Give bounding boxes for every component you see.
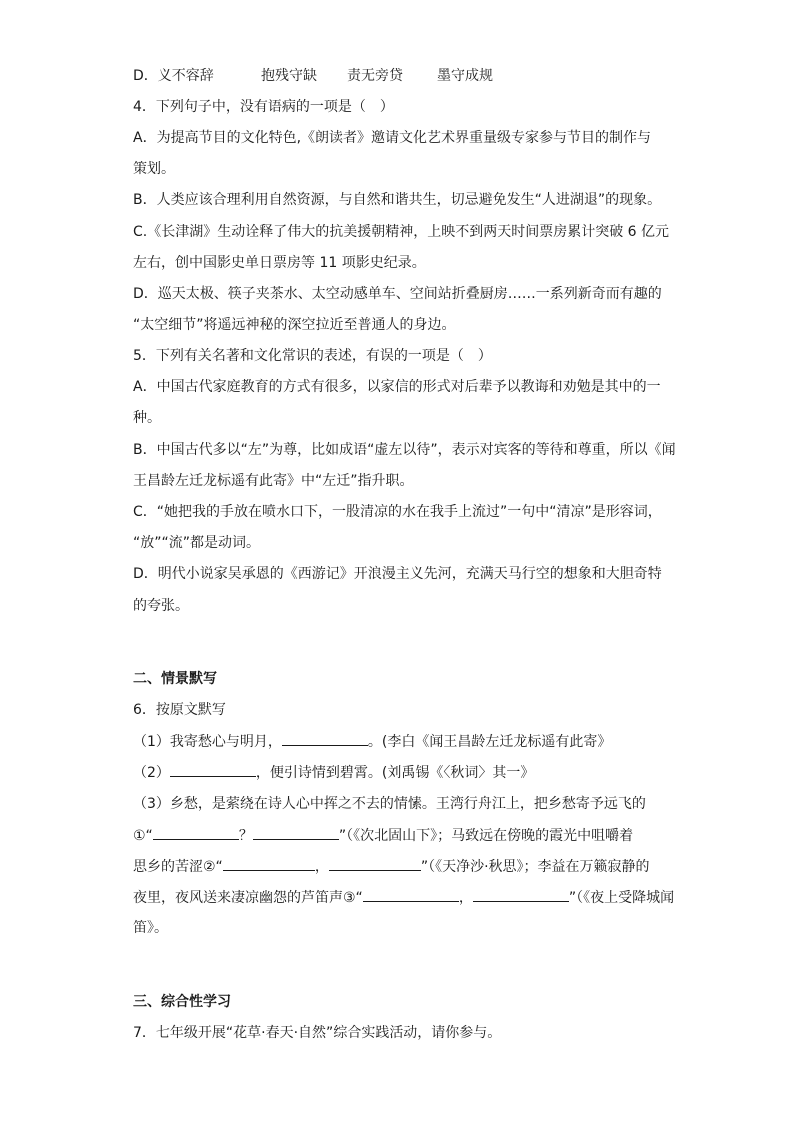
q6-stem: 6．按原文默写 xyxy=(133,702,226,718)
answer-blank-5a xyxy=(363,887,459,902)
q4-option-d-line1: D．巡天太极、筷子夹茶水、太空动感单车、空间站折叠厨房……一系列新奇而有趣的 xyxy=(133,286,662,302)
q5-option-a-line1: A．中国古代家庭教育的方式有很多，以家信的形式对后辈予以教诲和劝勉是其中的一 xyxy=(133,379,661,395)
q5-option-c-line1: C．“她把我的手放在喷水口下，一股清凉的水在我手上流过”一句中“清凉”是形容词， xyxy=(133,504,662,520)
answer-blank-3b xyxy=(253,825,339,840)
q5-option-b-line1: B．中国古代多以“左”为尊，比如成语“虚左以待”，表示对宾客的等待和尊重，所以《闻 xyxy=(133,442,676,458)
q6-part3-line3-separator: ， xyxy=(314,859,329,875)
q5-option-d-line2: 的夸张。 xyxy=(133,598,189,614)
q6-part2-suffix: ，便引诗情到碧霄。(刘禹锡《〈秋词〉其一》 xyxy=(255,765,535,781)
q6-part3-line1: （3）乡愁，是萦绕在诗人心中挥之不去的情愫。王湾行舟江上，把乡愁寄予远飞的 xyxy=(133,796,646,812)
q4-stem: 4．下列句子中，没有语病的一项是（ ） xyxy=(133,99,394,115)
q5-option-d-line1: D．明代小说家吴承恩的《西游记》开浪漫主义先河，充满天马行空的想象和大胆奇特 xyxy=(133,566,662,582)
answer-blank-4b xyxy=(329,856,421,871)
q6-part3-line2 xyxy=(133,825,673,846)
q6-part3-line2-suffix: ”（《次北固山下》；马致远在傍晚的霞光中咀嚼着 xyxy=(338,828,634,844)
q6-part1 xyxy=(133,731,673,752)
q5-option-a-line2: 种。 xyxy=(133,410,161,426)
q5-option-c-line2: “放”“流”都是动词。 xyxy=(133,535,261,551)
q6-part3-line3-suffix: ”（《天净沙·秋思》；李益在万籁寂静的 xyxy=(420,859,650,875)
q6-part3-line4-suffix: ”（《夜上受降城闻 xyxy=(568,890,675,906)
q3-option-d xyxy=(133,66,673,86)
q6-part2-prefix: （2） xyxy=(133,765,170,781)
q4-option-a-line2: 策划。 xyxy=(133,161,175,177)
option-d-fourth: 墨守成规 xyxy=(437,68,493,84)
q6-part3-line4-prefix: 夜里，夜风送来凄凉幽怨的芦笛声③“ xyxy=(133,890,363,906)
q5-stem: 5．下列有关名著和文化常识的表述，有误的一项是（ ） xyxy=(133,348,492,364)
answer-blank-3a xyxy=(153,825,239,840)
q6-part3-line3-prefix: 思乡的苦涩②“ xyxy=(133,859,223,875)
q6-part2 xyxy=(133,762,673,783)
q4-option-b: B．人类应该合理利用自然资源，与自然和谐共生，切忌避免发生“人进湖退”的现象。 xyxy=(133,192,662,208)
q5-option-b-line2: 王昌龄左迁龙标遥有此寄》中“左迁”指升职。 xyxy=(133,473,414,489)
q6-part1-prefix: （1）我寄愁心与明月， xyxy=(133,734,282,750)
option-d-first: D．义不容辞 xyxy=(133,68,214,84)
option-d-third: 责无旁贷 xyxy=(347,68,403,84)
option-d-second: 抱残守缺 xyxy=(261,68,317,84)
q6-part1-suffix: 。(李白《闻王昌龄左迁龙标遥有此寄》 xyxy=(367,734,612,750)
q7-stem: 7．七年级开展“花草·春天·自然”综合实践活动，请你参与。 xyxy=(133,1025,502,1041)
q4-option-c-line1: C.《长津湖》生动诠释了伟大的抗美援朝精神，上映不到两天时间票房累计突破 6 亿元 xyxy=(133,224,670,240)
q6-part3-line3 xyxy=(133,856,673,877)
q4-option-c-line2: 左右，创中国影史单日票房等 11 项影史纪录。 xyxy=(133,255,426,271)
q4-option-a-line1: A．为提高节目的文化特色,《朗读者》邀请文化艺术界重量级专家参与节目的制作与 xyxy=(133,130,652,146)
q6-part3-line5: 笛》。 xyxy=(133,920,168,936)
answer-blank-1 xyxy=(282,731,368,746)
answer-blank-4a xyxy=(223,856,315,871)
q6-part3-line4-separator: ， xyxy=(458,890,473,906)
answer-blank-5b xyxy=(473,887,569,902)
q4-option-d-line2: “太空细节”将遥远神秘的深空拉近至普通人的身边。 xyxy=(133,317,456,333)
section-2-heading: 二、情景默写 xyxy=(133,671,217,687)
q6-part3-line2-prefix: ①“ xyxy=(133,828,153,844)
q6-part3-line4 xyxy=(133,887,673,908)
section-3-heading: 三、综合性学习 xyxy=(133,994,231,1010)
answer-blank-2 xyxy=(170,762,256,777)
q6-part3-line2-separator: ？ xyxy=(238,828,253,844)
